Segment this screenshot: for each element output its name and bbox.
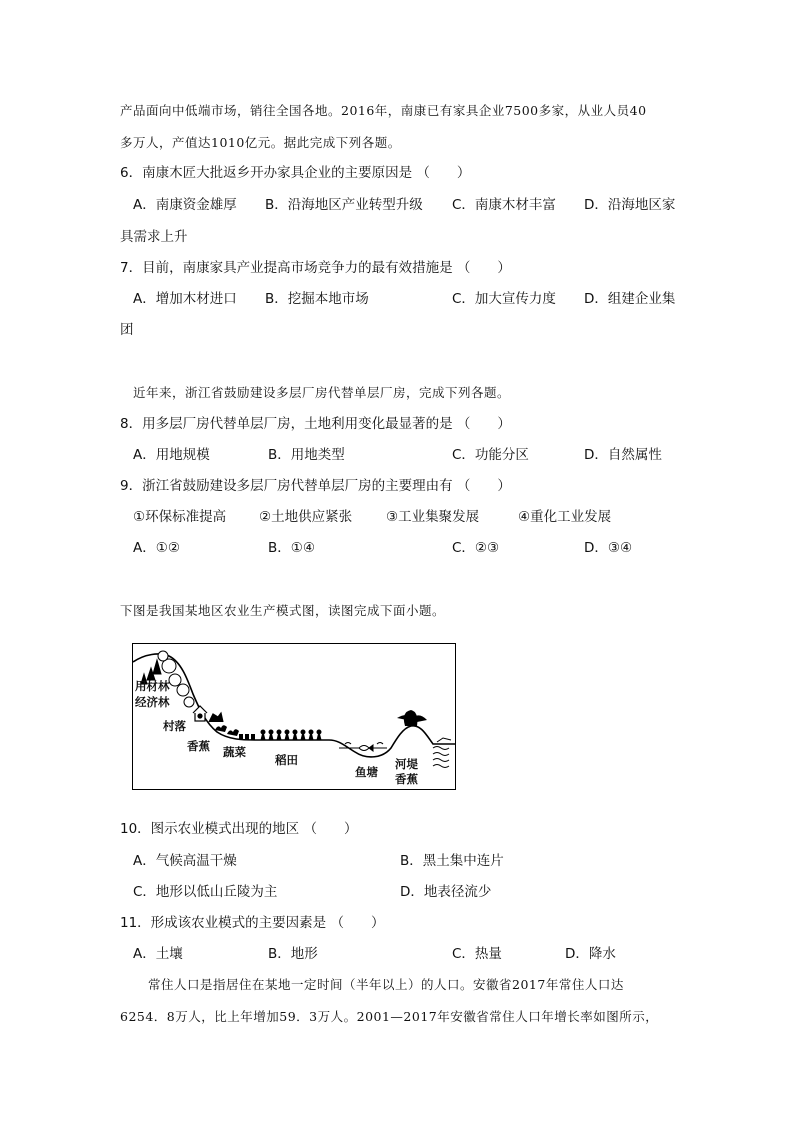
question-10-stem: 10．图示农业模式出现的地区 （ ） [120, 821, 358, 837]
question-8-stem: 8．用多层厂房代替单层厂房，土地利用变化最显著的是 （ ） [120, 416, 511, 432]
question-7-option-b: B．挖掘本地市场 [265, 291, 369, 307]
question-10-option-c: C．地形以低山丘陵为主 [133, 884, 278, 900]
question-9-statement-3: ③工业集聚发展 [386, 509, 480, 525]
passage-1-line-1: 产品面向中低端市场，销往全国各地。2016年，南康已有家具企业7500多家，从业人员40 [120, 103, 647, 118]
question-7-option-d-continued: 团 [120, 322, 134, 338]
vegetable-plants [239, 734, 255, 740]
question-8-option-b: B．用地类型 [268, 447, 345, 463]
question-6-stem: 6．南康木匠大批返乡开办家具企业的主要原因是 （ ） [120, 165, 471, 181]
passage-4-line-1: 常住人口是指居住在某地一定时间（半年以上）的人口。安徽省2017年常住人口达 [148, 977, 624, 992]
question-7-stem: 7．目前，南康家具产业提高市场竞争力的最有效措施是 （ ） [120, 260, 511, 276]
banana-plants [215, 725, 239, 736]
question-6-option-a: A．南康资金雄厚 [133, 197, 237, 213]
passage-4-line-2: 6254．8万人，比上年增加59．3万人。2001—2017年安徽省常住人口年增长率如图所示， [120, 1009, 659, 1024]
passage-3: 下图是我国某地区农业生产模式图，读图完成下面小题。 [120, 603, 446, 618]
question-9-option-d: D．③④ [584, 540, 633, 556]
question-7-option-a: A．增加木材进口 [133, 291, 237, 307]
question-11-option-b: B．地形 [268, 946, 318, 962]
levee-banana [397, 710, 427, 726]
label-fish-pond: 鱼塘 [355, 765, 378, 779]
label-banana-levee: 香蕉 [395, 772, 418, 786]
question-9-option-c: C．②③ [452, 540, 500, 556]
question-6-option-b: B．沿海地区产业转型升级 [265, 197, 423, 213]
question-10-option-b: B．黑土集中连片 [400, 853, 504, 869]
question-9-statement-1: ①环保标准提高 [133, 509, 227, 525]
terrain-profile [133, 654, 455, 757]
question-11-option-c: C．热量 [452, 946, 502, 962]
question-8-option-d: D．自然属性 [584, 447, 662, 463]
agriculture-mode-diagram [132, 643, 456, 790]
question-10-option-d: D．地表径流少 [400, 884, 492, 900]
question-11-stem: 11．形成该农业模式的主要因素是 （ ） [120, 915, 385, 931]
question-6-option-d: D．沿海地区家 [584, 197, 676, 213]
passage-2: 近年来，浙江省鼓励建设多层厂房代替单层厂房，完成下列各题。 [133, 385, 511, 400]
label-economic-forest: 经济林 [135, 695, 170, 709]
question-7-option-d: D．组建企业集 [584, 291, 676, 307]
village-house [193, 706, 223, 722]
rice-field [261, 730, 321, 740]
label-vegetable: 蔬菜 [223, 745, 246, 759]
question-11-option-d: D．降水 [565, 946, 616, 962]
question-8-option-c: C．功能分区 [452, 447, 529, 463]
question-9-statement-4: ④重化工业发展 [518, 509, 612, 525]
label-timber-forest: 用材林 [135, 679, 170, 693]
question-9-option-a: A．①② [133, 540, 180, 556]
question-9-stem: 9．浙江省鼓励建设多层厂房代替单层厂房的主要理由有 （ ） [120, 478, 511, 494]
question-7-option-c: C．加大宣传力度 [452, 291, 556, 307]
question-6-option-c: C．南康木材丰富 [452, 197, 556, 213]
passage-1-line-2: 多万人，产值达1010亿元。据此完成下列各题。 [120, 135, 401, 150]
question-10-option-a: A．气候高温干燥 [133, 853, 237, 869]
river-water [433, 738, 451, 768]
label-banana-hillside: 香蕉 [187, 739, 210, 753]
question-11-option-a: A．土壤 [133, 946, 183, 962]
label-village: 村落 [163, 719, 186, 733]
question-9-option-b: B．①④ [268, 540, 315, 556]
question-8-option-a: A．用地规模 [133, 447, 210, 463]
label-rice-field: 稻田 [275, 753, 298, 767]
question-9-statement-2: ②土地供应紧张 [259, 509, 353, 525]
label-levee: 河堤 [395, 757, 418, 771]
question-6-option-d-continued: 具需求上升 [120, 229, 188, 245]
